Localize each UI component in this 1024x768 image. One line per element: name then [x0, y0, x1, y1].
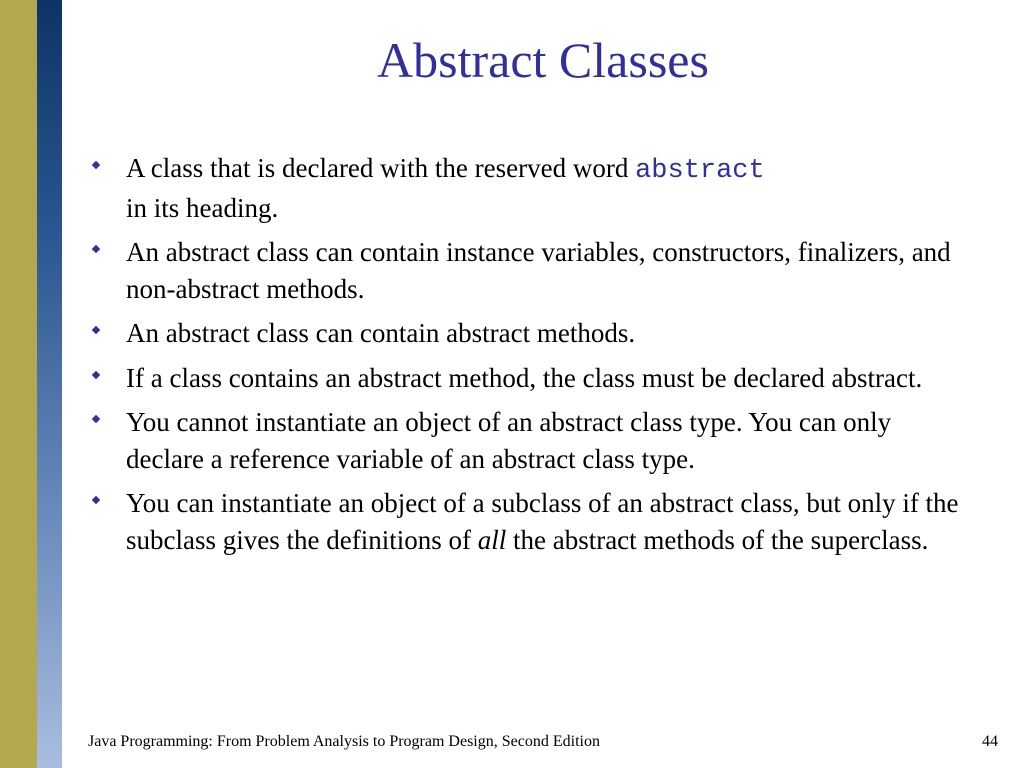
code-keyword: abstract [635, 156, 765, 186]
emphasis-text: all [477, 524, 507, 555]
diamond-bullet-icon [88, 485, 108, 521]
diamond-bullet-icon [88, 150, 108, 186]
page-number: 44 [982, 733, 998, 750]
bullet-item [88, 150, 968, 226]
diamond-bullet-icon [88, 234, 108, 270]
slide-title: Abstract Classes [377, 32, 709, 88]
bullet-item [88, 234, 968, 307]
bullet-item [88, 404, 968, 477]
bullet-item [88, 485, 968, 558]
bullet-item [88, 360, 968, 397]
bullet-item [88, 315, 968, 352]
slide-footer: Java Programming: From Problem Analysis to Program Design, Second Edition [88, 733, 600, 750]
diamond-bullet-icon [88, 404, 108, 440]
bullet-list [88, 150, 968, 566]
diamond-bullet-icon [88, 360, 108, 396]
left-olive-band [0, 0, 37, 768]
diamond-bullet-icon [88, 315, 108, 351]
left-blue-gradient-band [37, 0, 62, 768]
bullet-text: You cannot instantiate an object of an abstract class type. You can only declare a reference variable of an abstract class type. [126, 407, 892, 474]
bullet-text: An abstract class can contain abstract methods. [126, 318, 636, 348]
bullet-text: If a class contains an abstract method, the class must be declared abstract. [126, 362, 923, 393]
bullet-text: You can instantiate an object of a subclass of an abstract class, but only if the subclass gives the definitions of all the abstract methods of the superclass. [126, 488, 959, 555]
bullet-text: A class that is declared with the reserved word abstract in its heading. [126, 153, 765, 223]
bullet-text: An abstract class can contain instance variables, constructors, finalizers, and non-abstract methods. [126, 237, 951, 304]
